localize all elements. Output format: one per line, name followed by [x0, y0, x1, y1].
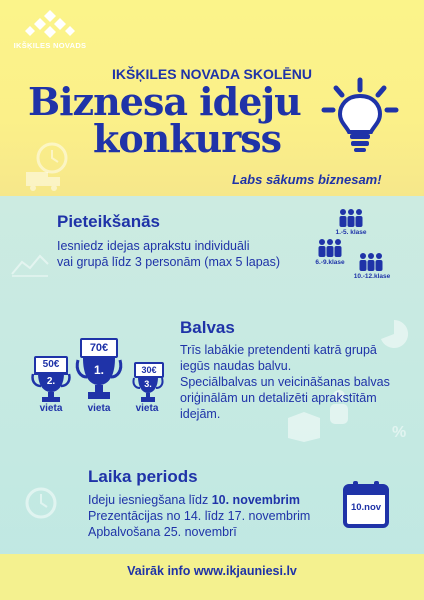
group-label-1: 1.-5. klase [335, 229, 367, 236]
logo-text: IKŠĶILES NOVADS [13, 41, 87, 50]
footer-info-link[interactable]: Vairāk info www.ikjauniesi.lv [127, 564, 297, 578]
balvas-line-4: oriģinālām un detalizēti aprakstītām [180, 391, 377, 405]
tagline: Labs sākums biznesam! [232, 172, 382, 187]
subtitle: IKŠĶILES NOVADA SKOLĒNU [112, 66, 312, 82]
prize-label-3: vieta [135, 403, 159, 414]
prize-place-1: 1. [93, 363, 104, 377]
pie-icon [378, 318, 410, 350]
laika-line-1 [88, 492, 300, 508]
chart-line-icon [10, 252, 50, 278]
balvas-line-2: iegūs naudas balvu. [180, 359, 292, 373]
prize-place-2: 2. [46, 376, 56, 387]
prize-amount-1: 70€ [80, 338, 118, 358]
municipality-logo-icon [13, 8, 87, 38]
prize-amount-2: 50€ [34, 356, 68, 374]
balvas-line-5: idejām. [180, 407, 221, 421]
group-people-icon [358, 252, 384, 272]
calendar-text: 10.nov [350, 502, 382, 513]
prize-label-2: vieta [39, 403, 63, 414]
prize-label-1: vieta [87, 403, 111, 414]
box-icon [284, 408, 324, 442]
balvas-line-1: Trīs labākie pretendenti katrā grupā [180, 343, 377, 357]
truck-icon [24, 168, 64, 192]
laika-line-1-prefix: Ideju iesniegšana līdz [88, 493, 212, 507]
balvas-heading: Balvas [180, 318, 235, 337]
group-label-3: 10.-12.klase [353, 273, 391, 280]
pieteiksanas-line-2: vai grupā līdz 3 personām (max 5 lapas) [57, 255, 281, 269]
pieteiksanas-heading: Pieteikšanās [57, 212, 161, 231]
prize-amount-3: 30€ [134, 362, 164, 378]
lightbulb-icon [316, 76, 406, 156]
percent-icon [392, 422, 410, 440]
laika-heading: Laika periods [88, 467, 198, 486]
title-line-2: konkurss [93, 116, 282, 161]
clock-icon [24, 486, 58, 520]
prize-place-3: 3. [144, 379, 152, 389]
group-people-icon [317, 238, 343, 258]
group-people-icon [338, 208, 364, 228]
group-label-2: 6.-9.klase [315, 259, 345, 266]
svg-text:%: % [392, 424, 407, 440]
laika-line-1-date: 10. novembrim [211, 493, 300, 507]
balvas-line-3: Speciālbalvas un veicināšanas balvas [180, 375, 390, 389]
laika-line-3: Apbalvošana 25. novembrī [88, 525, 237, 539]
laika-line-2: Prezentācijas no 14. līdz 17. novembrim [88, 509, 311, 523]
pieteiksanas-line-1: Iesniedz idejas aprakstu individuāli [57, 239, 250, 253]
title-line-1: Biznesa ideju [28, 79, 301, 124]
